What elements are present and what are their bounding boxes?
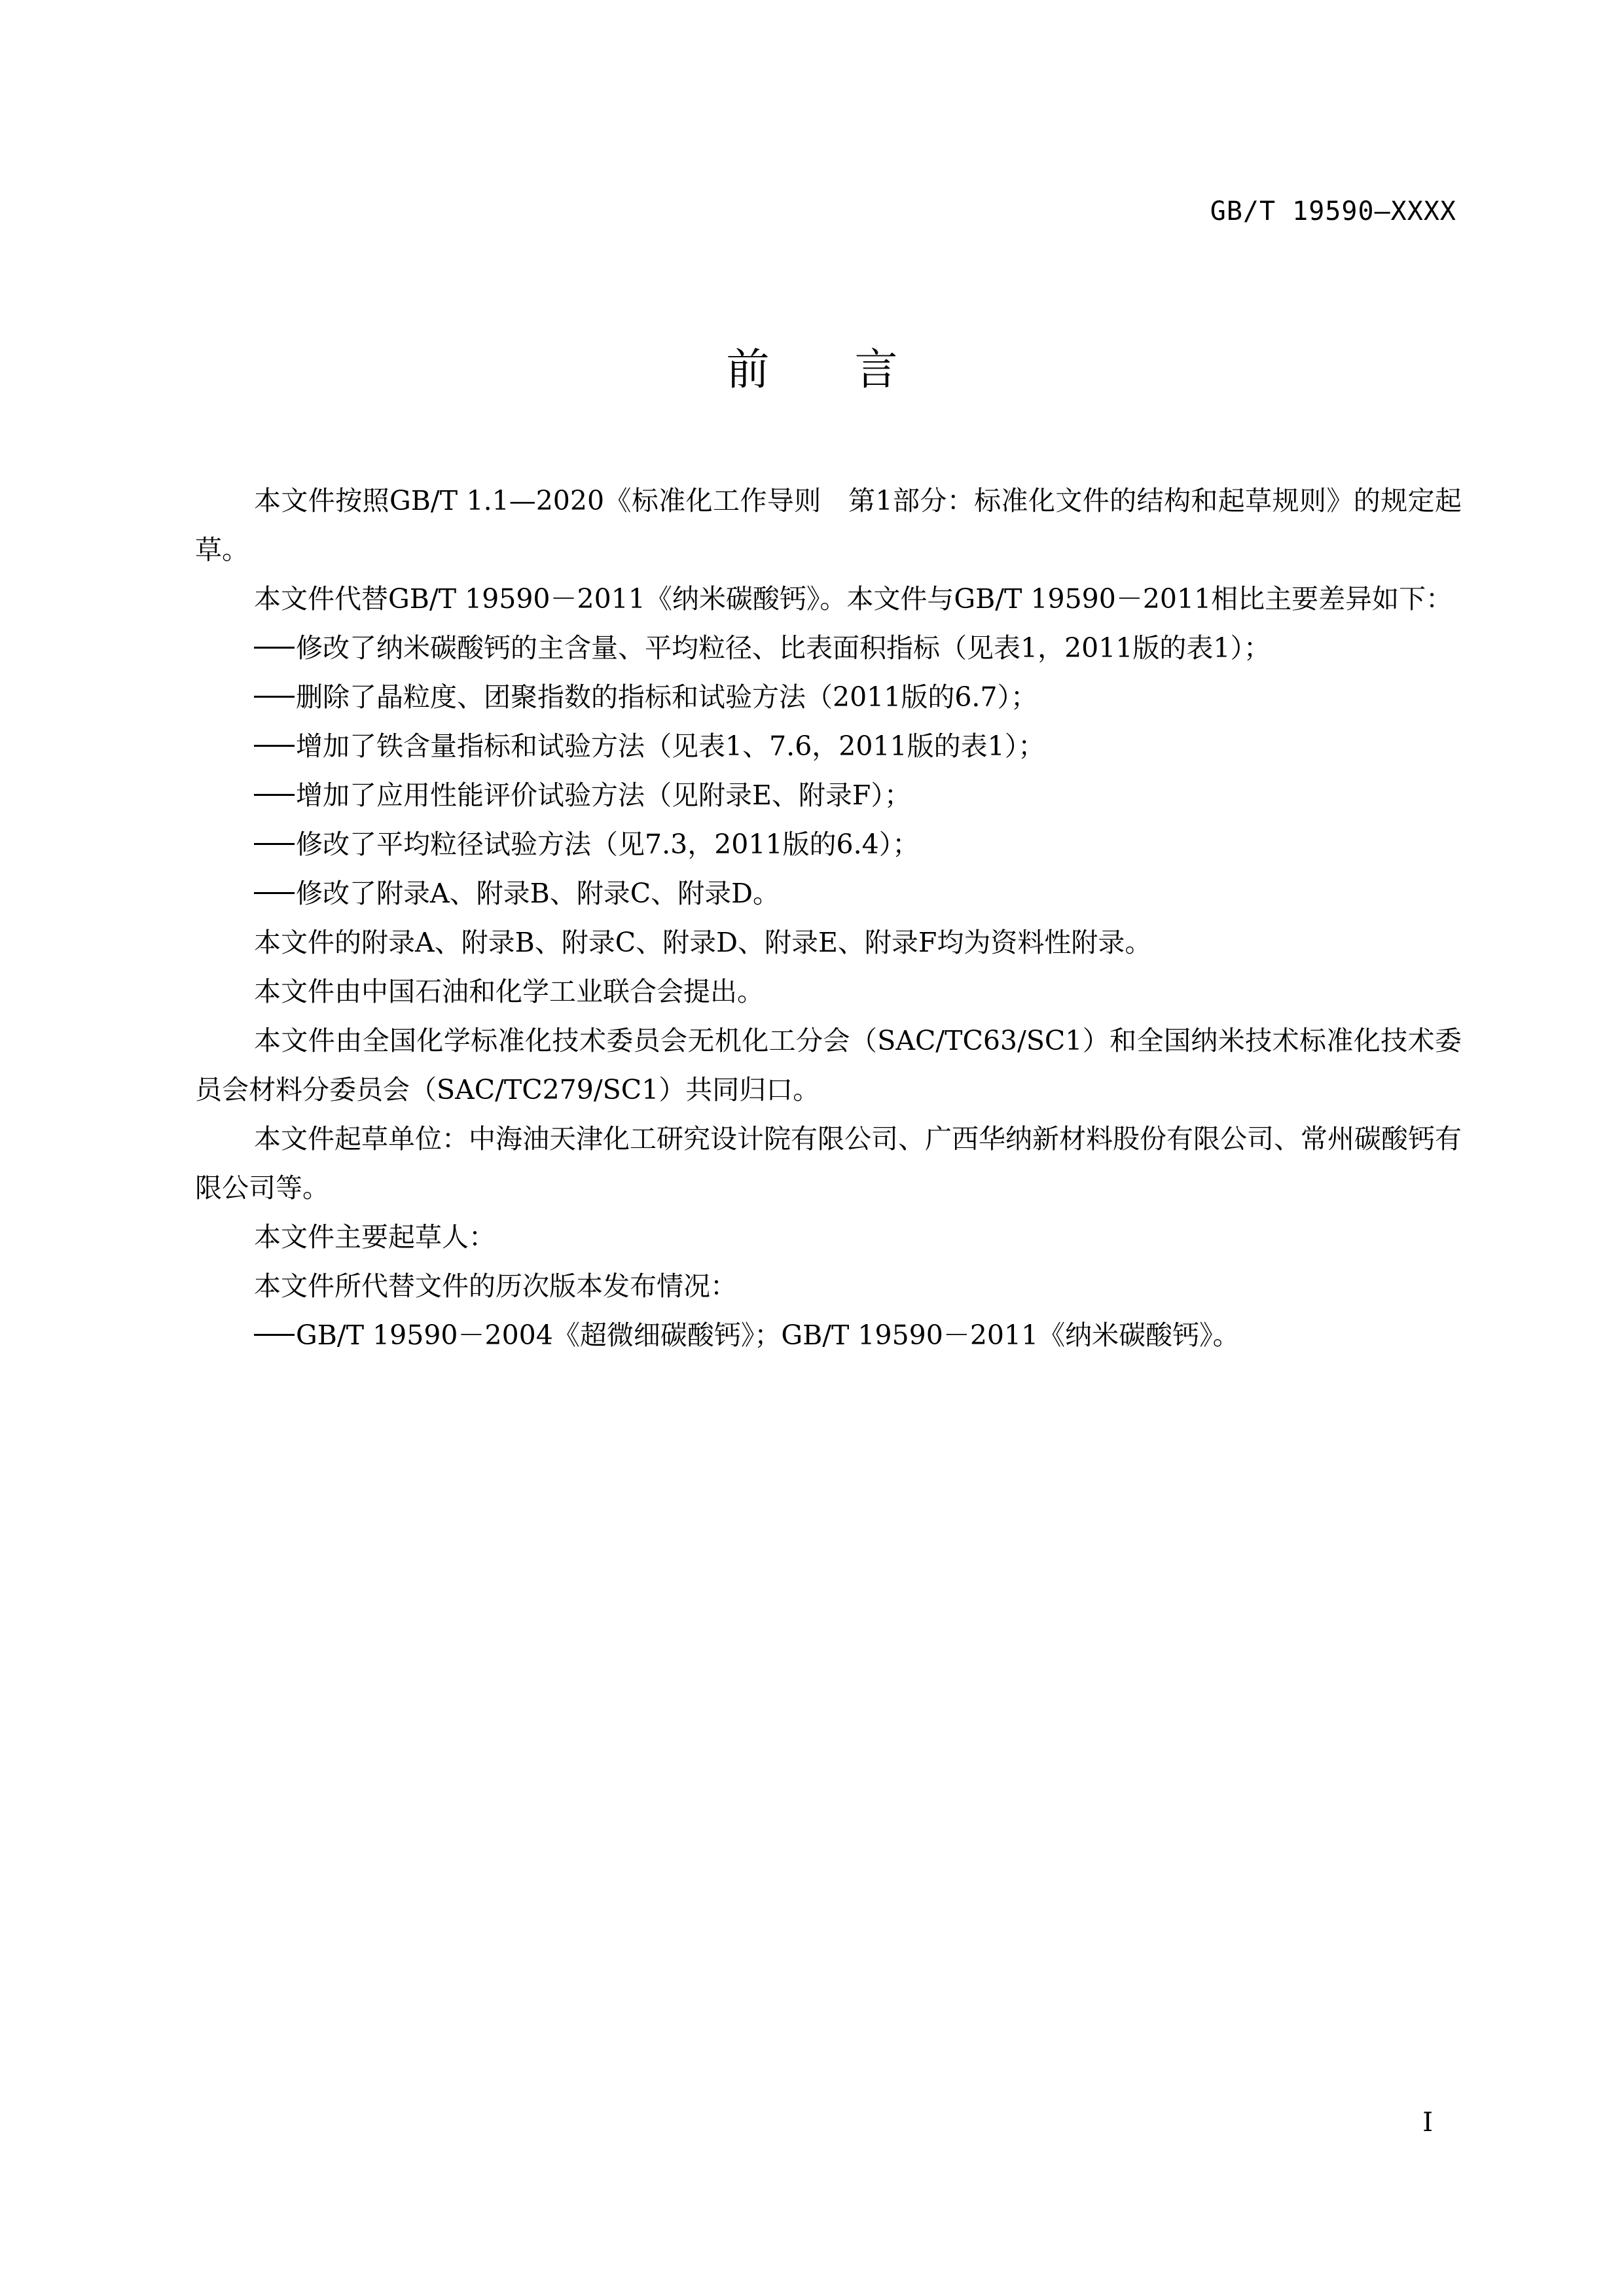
paragraph-drafters: 本文件主要起草人： (254, 1221, 496, 1253)
change-item-text: 修改了附录A、附录B、附录C、附录D。 (296, 878, 780, 909)
history-item-text: GB/T 19590－2004《超微细碳酸钙》；GB/T 19590－2011《纳米碳酸钙》。 (296, 1319, 1240, 1351)
change-item-text: 增加了铁含量指标和试验方法（见表1、7.6，2011版的表1）； (296, 730, 1045, 762)
change-item (195, 722, 1462, 771)
paragraph-drafting-rules: 本文件按照GB/T 1.1—2020《标准化工作导则 第1部分：标准化文件的结构和起草规则》的规定起草。 (195, 485, 1462, 565)
dash-mark (254, 1334, 295, 1336)
change-item-text: 修改了纳米碳酸钙的主含量、平均粒径、比表面积指标（见表1，2011版的表1）； (296, 632, 1271, 664)
dash-mark (254, 696, 295, 698)
change-item (195, 771, 1462, 820)
page-number: I (1422, 2108, 1433, 2138)
paragraph-history-intro: 本文件所代替文件的历次版本发布情况： (254, 1270, 737, 1302)
foreword-body (195, 476, 1462, 1360)
change-item (195, 820, 1462, 869)
dash-mark (254, 647, 295, 649)
change-item (195, 624, 1462, 673)
history-item (195, 1311, 1462, 1360)
dash-mark (254, 892, 295, 894)
dash-mark (254, 794, 295, 796)
paragraph-replacement: 本文件代替GB/T 19590－2011《纳米碳酸钙》。本文件与GB/T 19590－2011相比主要差异如下： (254, 583, 1453, 615)
paragraph-committee: 本文件由全国化学标准化技术委员会无机化工分会（SAC/TC63/SC1）和全国纳米技术标准化技术委员会材料分委员会（SAC/TC279/SC1）共同归口。 (195, 1025, 1462, 1105)
change-item-text: 增加了应用性能评价试验方法（见附录E、附录F）； (296, 780, 911, 811)
change-item (195, 869, 1462, 918)
page-title: 前言 (726, 344, 983, 395)
change-item (195, 673, 1462, 722)
paragraph-drafting-units: 本文件起草单位：中海油天津化工研究设计院有限公司、广西华纳新材料股份有限公司、常州碳酸钙有限公司等。 (195, 1123, 1462, 1204)
dash-mark (254, 745, 295, 747)
paragraph-proposer: 本文件由中国石油和化学工业联合会提出。 (254, 976, 764, 1007)
document-code: GB/T 19590—XXXX (1210, 196, 1456, 226)
dash-mark (254, 843, 295, 845)
paragraph-appendices: 本文件的附录A、附录B、附录C、附录D、附录E、附录F均为资料性附录。 (254, 927, 1152, 958)
change-item-text: 删除了晶粒度、团聚指数的指标和试验方法（2011版的6.7）； (296, 681, 1038, 713)
change-item-text: 修改了平均粒径试验方法（见7.3，2011版的6.4）； (296, 829, 920, 860)
